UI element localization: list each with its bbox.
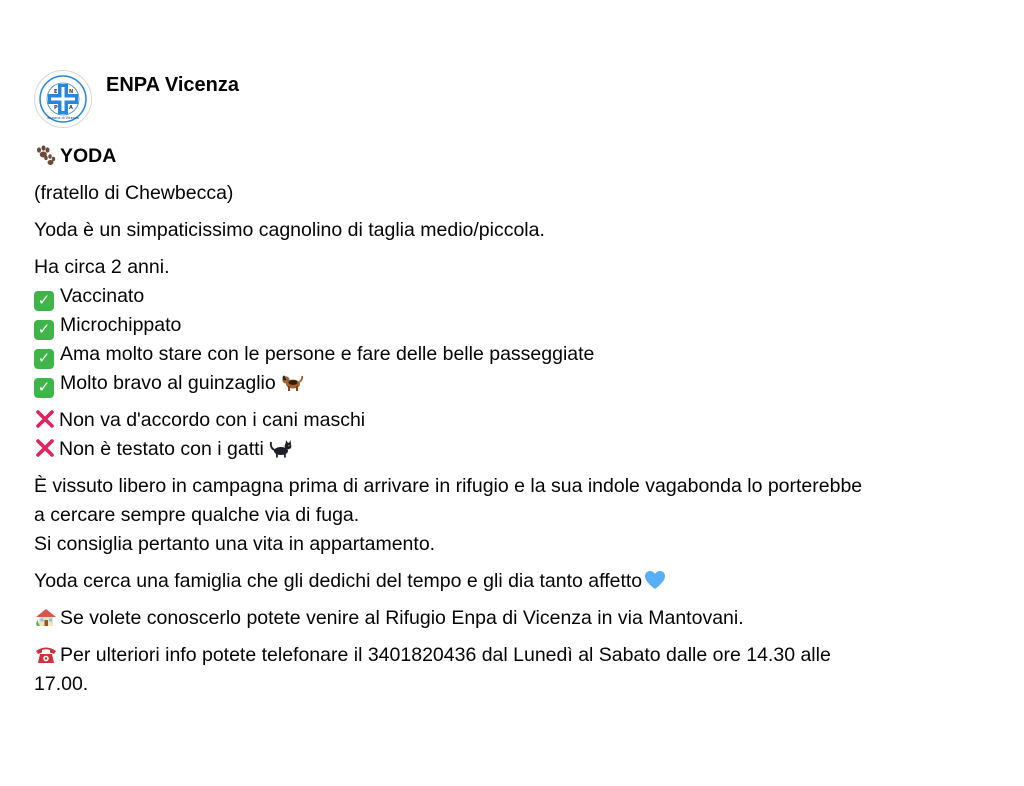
list-item — [34, 435, 994, 464]
check-mark-icon: ✓ — [34, 320, 54, 340]
list-item-text: Non va d'accordo con i cani maschi — [59, 409, 366, 431]
paw-prints-icon — [34, 144, 58, 166]
list-item — [34, 406, 994, 435]
list-item-text: Vaccinato — [60, 285, 145, 307]
list-item-text: Molto bravo al guinzaglio — [60, 372, 276, 394]
telephone-icon — [34, 643, 58, 665]
post-info-line — [34, 641, 994, 670]
post-visit — [34, 604, 994, 633]
post-details — [34, 253, 994, 398]
post-info — [34, 641, 994, 699]
check-mark-icon: ✓ — [34, 291, 54, 311]
blue-heart-icon — [643, 569, 667, 591]
post-info-text: Per ulteriori info potete telefonare il 3401820436 dal Lunedì al Sabato dalle ore 14.30 alle — [60, 644, 831, 666]
avatar-letter: E — [54, 89, 58, 95]
post-header — [34, 70, 239, 128]
list-item-text: Microchippato — [60, 314, 182, 336]
post-history-line: a cercare sempre qualche via di fuga. — [34, 504, 360, 526]
page-name[interactable]: ENPA Vicenza — [106, 74, 240, 96]
avatar[interactable] — [34, 70, 92, 128]
list-item-text: Non è testato con i gatti — [59, 438, 264, 460]
post-info-line: 17.00. — [34, 673, 89, 695]
post-body — [34, 142, 994, 707]
list-item — [34, 282, 994, 311]
house-icon — [34, 606, 58, 628]
post-title-row — [34, 142, 994, 171]
post-cons — [34, 406, 994, 464]
avatar-caption: Sezione di Vicenza — [47, 116, 79, 120]
post-family — [34, 567, 994, 596]
post-intro: Yoda è un simpaticissimo cagnolino di taglia medio/piccola. — [34, 219, 545, 241]
list-item — [34, 340, 994, 369]
post-visit-text: Se volete conoscerlo potete venire al Rifugio Enpa di Vicenza in via Mantovani. — [60, 607, 744, 629]
black-cat-icon — [268, 437, 294, 459]
list-item — [34, 311, 994, 340]
avatar-letter: P — [54, 105, 58, 111]
dog-icon — [280, 371, 306, 393]
post-subtitle: (fratello di Chewbecca) — [34, 182, 234, 204]
cross-mark-icon — [34, 437, 56, 459]
post-title: YODA — [60, 145, 117, 167]
enpa-logo-icon — [38, 74, 88, 124]
post-history-line: Si consiglia pertanto una vita in appartamento. — [34, 533, 436, 555]
post-family-text: Yoda cerca una famiglia che gli dedichi del tempo e gli dia tanto affetto — [34, 570, 643, 592]
avatar-letter: A — [69, 105, 73, 111]
check-mark-icon: ✓ — [34, 378, 54, 398]
post-history — [34, 472, 994, 559]
avatar-letter: N — [69, 89, 74, 95]
cross-mark-icon — [34, 408, 56, 430]
post-history-line: È vissuto libero in campagna prima di arrivare in rifugio e la sua indole vagabonda lo porterebbe — [34, 475, 863, 497]
list-item — [34, 369, 994, 398]
check-mark-icon: ✓ — [34, 349, 54, 369]
post-age: Ha circa 2 anni. — [34, 256, 170, 278]
list-item-text: Ama molto stare con le persone e fare delle belle passeggiate — [60, 343, 595, 365]
